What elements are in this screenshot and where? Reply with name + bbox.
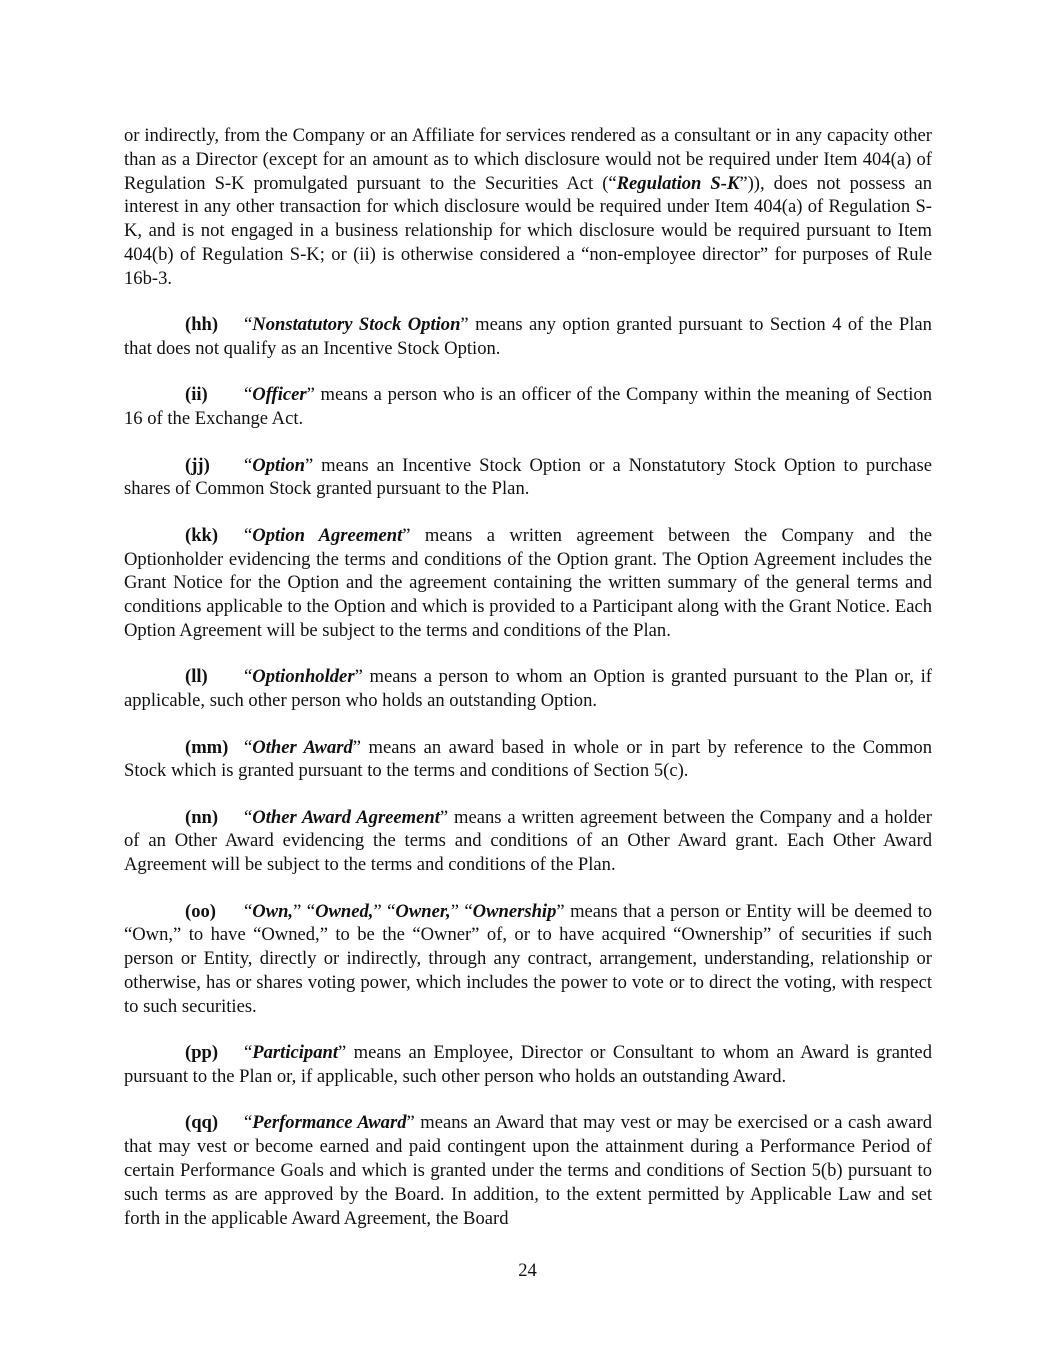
- defined-term: Owned,: [315, 900, 374, 922]
- defined-term: Nonstatutory Stock Option: [252, 314, 461, 336]
- definition-text: ” means a written agreement between the Company and a holder of an Other Award evidencing the terms and conditions of an Other Award grant. Each Other Award Agreement will be subject to the terms and conditions of the Plan.: [124, 806, 932, 876]
- defined-term: Owner,: [395, 900, 451, 922]
- definition-label: (ll): [185, 666, 208, 688]
- defined-term: Officer: [252, 384, 307, 406]
- definition-text: ” means a written agreement between the Company and the Optionholder evidencing the terms and conditions of the Option grant. The Option Agreement includes the Grant Notice for the Option and the agreement containing the written summary of the general terms and conditions applicable to the Option and which is provided to a Participant along with the Grant Notice. Each Option Agreement will be subject to the terms and conditions of the Plan.: [124, 524, 932, 641]
- defined-term-regulation-sk: Regulation S-K: [616, 172, 740, 194]
- definition-text: ” means an award based in whole or in part by reference to the Common Stock which is granted pursuant to the terms and conditions of Section 5(c).: [124, 736, 933, 782]
- definition-label: (pp): [185, 1042, 219, 1064]
- defined-term: Participant: [252, 1042, 339, 1064]
- definition-text: ” means a person who is an officer of the Company within the meaning of Section 16 of the Exchange Act.: [124, 384, 932, 430]
- definition-nn: (nn) “Other Award Agreement” means a written agreement between the Company and a holder of an Other Award evidencing the terms and conditions of an Other Award grant. Each Other Award Agreement will be subject to the terms and conditions of the Plan.: [124, 806, 932, 876]
- definition-label: (kk): [185, 524, 219, 546]
- definition-pp: (pp) “Participant” means an Employee, Director or Consultant to whom an Award is granted pursuant to the Plan or, if applicable, such other person who holds an outstanding Award.: [124, 1042, 932, 1088]
- defined-term: Performance Award: [252, 1112, 407, 1134]
- defined-term: Other Award: [252, 736, 353, 758]
- definition-ll: (ll) “Optionholder” means a person to whom an Option is granted pursuant to the Plan or, if applicable, such other person who holds an outstanding Option.: [124, 666, 932, 712]
- definition-text: ” means an Employee, Director or Consultant to whom an Award is granted pursuant to the Plan or, if applicable, such other person who holds an outstanding Award.: [124, 1042, 932, 1088]
- definition-text: ” means that a person or Entity will be deemed to “Own,” to have “Owned,” to be the “Owner” of, or to have acquired “Ownership” of securities if such person or Entity, directly or indirectly, through any contract, arrangement, understanding, relationship or otherwise, has or shares voting power, which includes the power to vote or to direct the voting, with respect to such securities.: [124, 900, 933, 1017]
- definition-text: ” means an Incentive Stock Option or a Nonstatutory Stock Option to purchase shares of Common Stock granted pursuant to the Plan.: [124, 454, 932, 500]
- defined-term: Option Agreement: [252, 524, 403, 546]
- definition-label: (mm): [185, 736, 229, 758]
- definition-label: (jj): [185, 454, 210, 476]
- page-number: 24: [518, 1260, 537, 1281]
- definition-label: (oo): [185, 900, 216, 922]
- definition-ii: (ii) “Officer” means a person who is an officer of the Company within the meaning of Section 16 of the Exchange Act.: [124, 384, 932, 430]
- definition-mm: (mm) “Other Award” means an award based in whole or in part by reference to the Common Stock which is granted pursuant to the terms and conditions of Section 5(c).: [124, 736, 933, 782]
- document-page: [124, 124, 932, 1253]
- definition-text: ” means any option granted pursuant to Section 4 of the Plan that does not qualify as an Incentive Stock Option.: [124, 314, 932, 359]
- defined-term: Own,: [252, 900, 294, 922]
- definition-oo: (oo) “Own,” “Owned,” “Owner,” “Ownership” means that a person or Entity will be deemed to “Own,” to have “Owned,” to be the “Owner” of, or to have acquired “Ownership” of securities if such person or Entity, directly or indirectly, through any contract, arrangement, understanding, relationship or otherwise, has or shares voting power, which includes the power to vote or to direct the voting, with respect to such securities.: [124, 900, 933, 1017]
- definition-text: ” means a person to whom an Option is granted pursuant to the Plan or, if applicable, such other person who holds an outstanding Option.: [124, 666, 932, 712]
- defined-term: Option: [252, 454, 305, 476]
- definition-jj: (jj) “Option” means an Incentive Stock Option or a Nonstatutory Stock Option to purchase shares of Common Stock granted pursuant to the Plan.: [124, 454, 932, 500]
- definition-label: (ii): [185, 384, 208, 406]
- defined-term: Ownership: [472, 900, 557, 922]
- definition-text: ” means an Award that may vest or may be exercised or a cash award that may vest or become earned and paid contingent upon the attainment during a Performance Period of certain Performance Goals and which is granted under the terms and conditions of Section 5(b) pursuant to such terms as are approved by the Board. In addition, to the extent permitted by Applicable Law and set forth in the applicable Award Agreement, the Board: [124, 1112, 933, 1229]
- definition-kk: (kk) “Option Agreement” means a written agreement between the Company and the Optionholder evidencing the terms and conditions of the Option grant. The Option Agreement includes the Grant Notice for the Option and the agreement containing the written summary of the general terms and conditions applicable to the Option and which is provided to a Participant along with the Grant Notice. Each Option Agreement will be subject to the terms and conditions of the Plan.: [124, 524, 932, 641]
- defined-term: Optionholder: [252, 666, 355, 688]
- definition-label: (nn): [185, 806, 219, 828]
- definition-label: (qq): [185, 1112, 219, 1134]
- definition-qq: (qq) “Performance Award” means an Award that may vest or may be exercised or a cash award that may vest or become earned and paid contingent upon the attainment during a Performance Period of certain Performance Goals and which is granted under the terms and conditions of Section 5(b) pursuant to such terms as are approved by the Board. In addition, to the extent permitted by Applicable Law and set forth in the applicable Award Agreement, the Board: [124, 1112, 933, 1229]
- defined-term: Other Award Agreement: [252, 806, 440, 828]
- paragraph-intro: or indirectly, from the Company or an Affiliate for services rendered as a consultant or in any capacity other than as a Director (except for an amount as to which disclosure would not be required under Item 404(a) of Regulation S-K promulgated pursuant to the Securities Act (“Regulation S-K”)), does not possess an interest in any other transaction for which disclosure would be required under Item 404(a) of Regulation S-K, and is not engaged in a business relationship for which disclosure would be required pursuant to Item 404(b) of Regulation S-K; or (ii) is otherwise considered a “non-employee director” for purposes of Rule 16b-3.: [124, 125, 932, 289]
- definition-label: (hh): [185, 314, 219, 336]
- definition-hh: (hh) “Nonstatutory Stock Option” means any option granted pursuant to Section 4 of the Plan that does not qualify as an Incentive Stock Option.: [124, 314, 932, 359]
